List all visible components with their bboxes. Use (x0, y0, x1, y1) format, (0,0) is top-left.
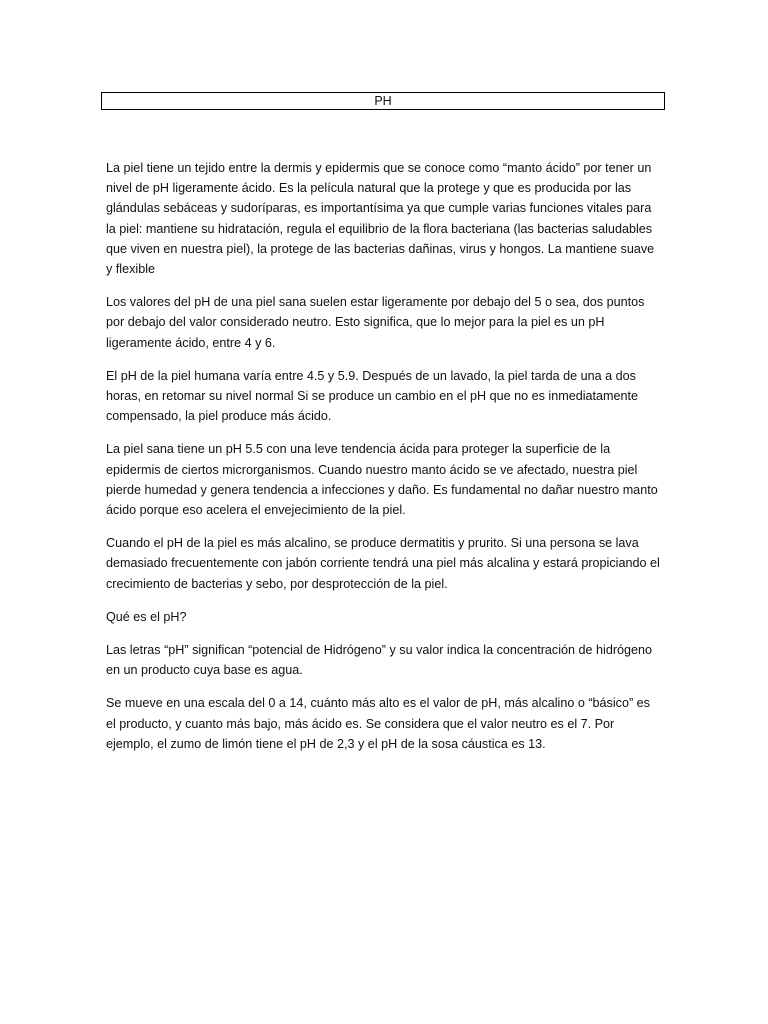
paragraph-piel-sana: La piel sana tiene un pH 5.5 con una leve tendencia ácida para proteger la superficie de la epidermis de ciertos microrganismos. Cuando nuestro manto ácido se ve afectado, nuestra piel pierde humedad y genera tendencia a infecciones y daño. Es fundamental no dañar nuestro manto ácido porque eso acelera el envejecimiento de la piel. (106, 442, 658, 518)
paragraph-manto-acido: La piel tiene un tejido entre la dermis y epidermis que se conoce como “manto ácido” por tener un nivel de pH ligeramente ácido. Es la película natural que la protege y que es producida por las glándulas sebáceas y sudoríparas, es importantísima ya que cumple varias funciones vitales para la piel: mantiene su hidratación, regula el equilibrio de la flora bacteriana (las bacterias saludables que viven en nuestra piel), la protege de las bacterias dañinas, virus y hongos. La mantiene suave y flexible (106, 161, 655, 277)
paragraph-ph-alcalino: Cuando el pH de la piel es más alcalino, se produce dermatitis y prurito. Si una persona se lava demasiado frecuentemente con jabón corriente tendrá una piel más alcalina y estará propiciando el crecimiento de bacterias y sebo, por desprotección de la piel. (106, 536, 660, 591)
section-heading-que-es-ph: Qué es el pH? (106, 609, 187, 624)
document-title: PH (101, 92, 665, 110)
paragraph-letras-ph: Las letras “pH” significan “potencial de Hidrógeno” y su valor indica la concentración de hidrógeno en un producto cuya base es agua. (106, 643, 653, 678)
paragraph-ph-piel-humana: El pH de la piel humana varía entre 4.5 y 5.9. Después de un lavado, la piel tarda de una a dos horas, en retomar su nivel normal Si se produce un cambio en el pH que no es inmediatamente compensado, la piel produce más ácido. (106, 368, 639, 424)
paragraph-valores-ph: Los valores del pH de una piel sana suelen estar ligeramente por debajo del 5 o sea, dos puntos por debajo del valor considerado neutro. Esto significa, que lo mejor para la piel es un pH ligeramente ácido, entre 4 y 6. (106, 295, 645, 350)
paragraph-escala-ph: Se mueve en una escala del 0 a 14, cuánto más alto es el valor de pH, más alcalino o “básico” es el producto, y cuanto más bajo, más ácido es. Se considera que el valor neutro es el 7. Por ejemplo, el zumo de limón tiene el pH de 2,3 y el pH de la sosa cáustica es 13. (106, 696, 650, 751)
document-body (106, 158, 662, 767)
